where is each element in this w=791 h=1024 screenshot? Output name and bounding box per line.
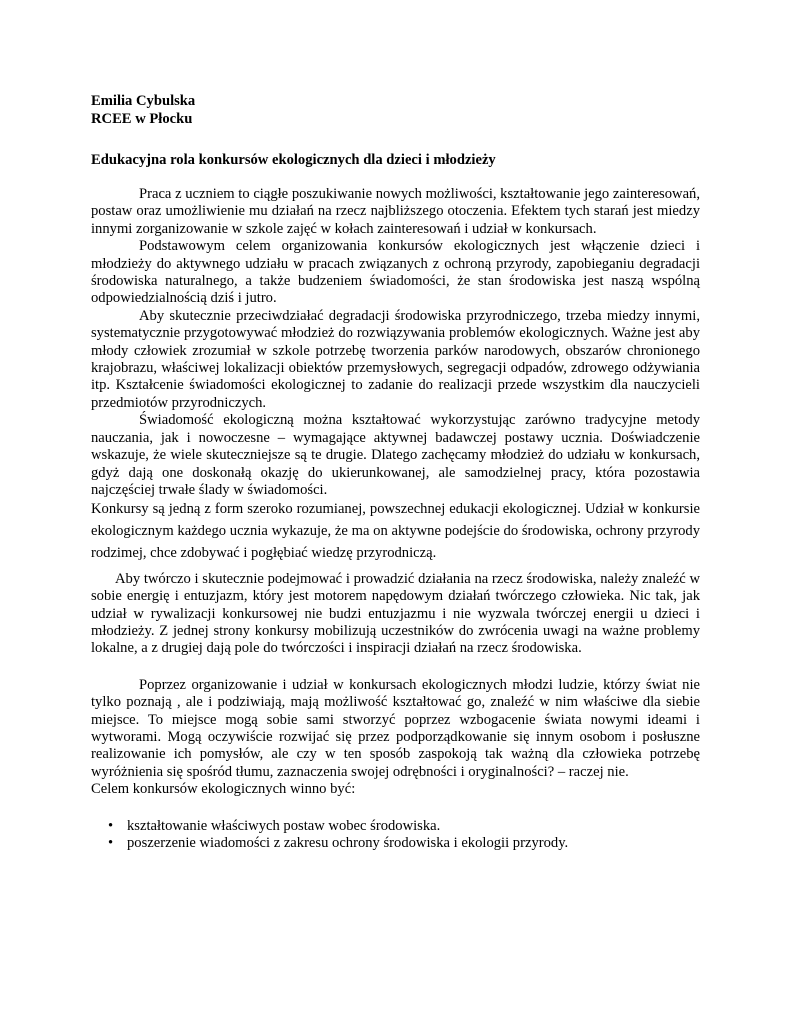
- organization-name: RCEE w Płocku: [91, 111, 193, 127]
- paragraph-2: Podstawowym celem organizowania konkursów ekologicznych jest włączenie dzieci i młodzieży do aktywnego udziału w pracach związanych z ochroną przyrody, zapobieganiu degradacji środowiska naturalnego, a także budzeniem świadomości, że stan środowiska jest naszą wspólną odpowiedzialnością dziś i jutro.: [91, 238, 700, 307]
- paragraph-6: Aby twórczo i skutecznie podejmować i prowadzić działania na rzecz środowiska, należy znaleźć w sobie energię i entuzjazm, który jest motorem napędowym działań twórczego człowieka. Nic tak, jak udział w rywalizacji konkursowej nie budzi entuzjazmu i nie wyzwala twórczej energii u dzieci i młodzieży. Z jednej strony konkursy mobilizują uczestników do zwrócenia uwagi na ważne problemy lokalne, a z drugiej dają pole do twórczości i inspiracji działań na rzecz środowiska.: [91, 570, 700, 657]
- author-name: Emilia Cybulska: [91, 93, 196, 109]
- paragraph-7: Poprzez organizowanie i udział w konkursach ekologicznych młodzi ludzie, którzy świat nie tylko poznają , ale i podziwiają, mają możliwość kształtować go, znaleźć w nim właściwe dla siebie miejsce. To miejsce mogą sobie sami stworzyć poprzez wzbogacenie świata nowymi ideami i wytworami. Mogą oczywiście rozwijać się przez podporządkowanie się innym osobom i posłuszne realizowanie ich pomysłów, ale czy w ten sposób zaspokoją tak ważną dla człowieka potrzebę wyróżnienia się spośród tłumu, zaznaczenia swojej odrębności i oryginalności? – raczej nie.: [91, 676, 700, 780]
- paragraph-4: Świadomość ekologiczną można kształtować wykorzystując zarówno tradycyjne metody nauczania, jak i nowoczesne – wymagające aktywnej badawczej postawy ucznia. Doświadczenie wskazuje, że wiele skuteczniejsze są te drugie. Dlatego zachęcamy młodzież do udziału w konkursach, gdyż dają one doskonałą okazję do ukierunkowanej, ale samodzielnej pracy, która pozostawia najczęściej trwałe ślady w świadomości.: [91, 412, 700, 498]
- paragraph-5: Konkursy są jedną z form szeroko rozumianej, powszechnej edukacji ekologicznej. Udział w konkursie ekologicznym każdego ucznia wykazuje, że ma on aktywne podejście do środowiska, ochrony przyrody rodzimej, chce zdobywać i pogłębiać wiedzę przyrodniczą.: [91, 501, 700, 561]
- document-title: Edukacyjna rola konkursów ekologicznych dla dzieci i młodzieży: [91, 152, 496, 168]
- paragraph-1: Praca z uczniem to ciągłe poszukiwanie nowych możliwości, kształtowanie jego zainteresowań, postaw oraz umożliwienie mu działań na rzecz najbliższego otoczenia. Efektem tych starań jest miedzy innymi zorganizowanie w szkole zajęć w kołach zainteresowań i udział w konkursach.: [91, 186, 700, 237]
- list-item-text: poszerzenie wiadomości z zakresu ochrony środowiska i ekologii przyrody.: [127, 835, 569, 852]
- document-page: [91, 93, 700, 853]
- list-item: [91, 835, 700, 853]
- list-item: [91, 818, 700, 836]
- bullet-icon: •: [108, 817, 114, 834]
- goals-list: [91, 818, 700, 854]
- paragraph-3: Aby skutecznie przeciwdziałać degradacji środowiska przyrodniczego, trzeba miedzy innymi, systematycznie przygotowywać młodzież do rozwiązywania problemów ekologicznych. Ważne jest aby młody człowiek zrozumiał w szkole potrzebę tworzenia parków narodowych, obszarów chronionego krajobrazu, właściwej lokalizacji obiektów przemysłowych, segregacji odpadów, zdrowego odżywiania itp. Kształcenie świadomości ekologicznej to zadanie do realizacji przede wszystkim dla nauczycieli przedmiotów przyrodniczych.: [91, 307, 700, 411]
- list-item-text: kształtowanie właściwych postaw wobec środowiska.: [127, 817, 441, 834]
- bullet-icon: •: [108, 835, 114, 852]
- goals-intro: Celem konkursów ekologicznych winno być:: [91, 781, 356, 798]
